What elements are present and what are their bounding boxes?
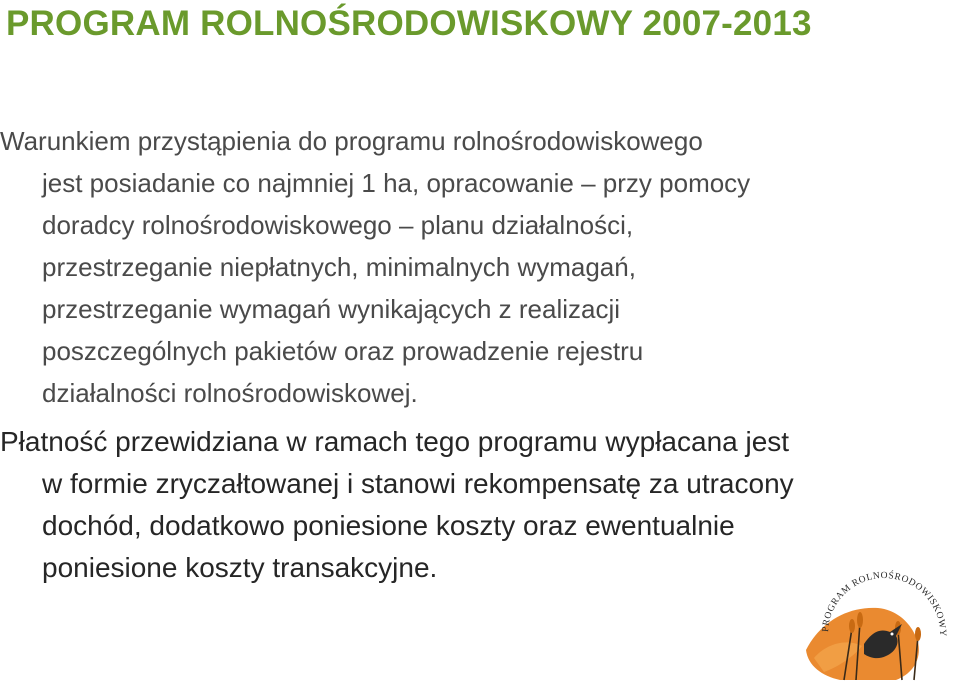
paragraph-payment xyxy=(0,421,930,589)
text-line: Warunkiem przystąpienia do programu rolnośrodowiskowego xyxy=(0,126,703,156)
page-title: PROGRAM ROLNOŚRODOWISKOWY 2007-2013 xyxy=(6,4,812,43)
text-line: dochód, dodatkowo poniesione koszty oraz ewentualnie xyxy=(42,510,735,541)
text-line: działalności rolnośrodowiskowej. xyxy=(42,378,418,408)
text-line: poszczególnych pakietów oraz prowadzenie rejestru xyxy=(42,336,644,366)
text-line: jest posiadanie co najmniej 1 ha, opracowanie – przy pomocy xyxy=(42,168,751,198)
program-logo xyxy=(800,562,960,682)
text-line: w formie zryczałtowanej i stanowi rekompensatę za utracony xyxy=(42,468,794,499)
text-line: przestrzeganie niepłatnych, minimalnych wymagań, xyxy=(42,252,636,282)
text-line: przestrzeganie wymagań wynikających z realizacji xyxy=(42,294,621,324)
text-line: poniesione koszty transakcyjne. xyxy=(42,552,438,583)
paragraph-requirements xyxy=(0,120,930,414)
logo-text: PROGRAM ROLNOŚRODOWISKOWY xyxy=(820,570,948,637)
text-line: doradcy rolnośrodowiskowego – planu działalności, xyxy=(42,210,634,240)
text-line: Płatność przewidziana w ramach tego programu wypłacana jest xyxy=(0,426,790,457)
